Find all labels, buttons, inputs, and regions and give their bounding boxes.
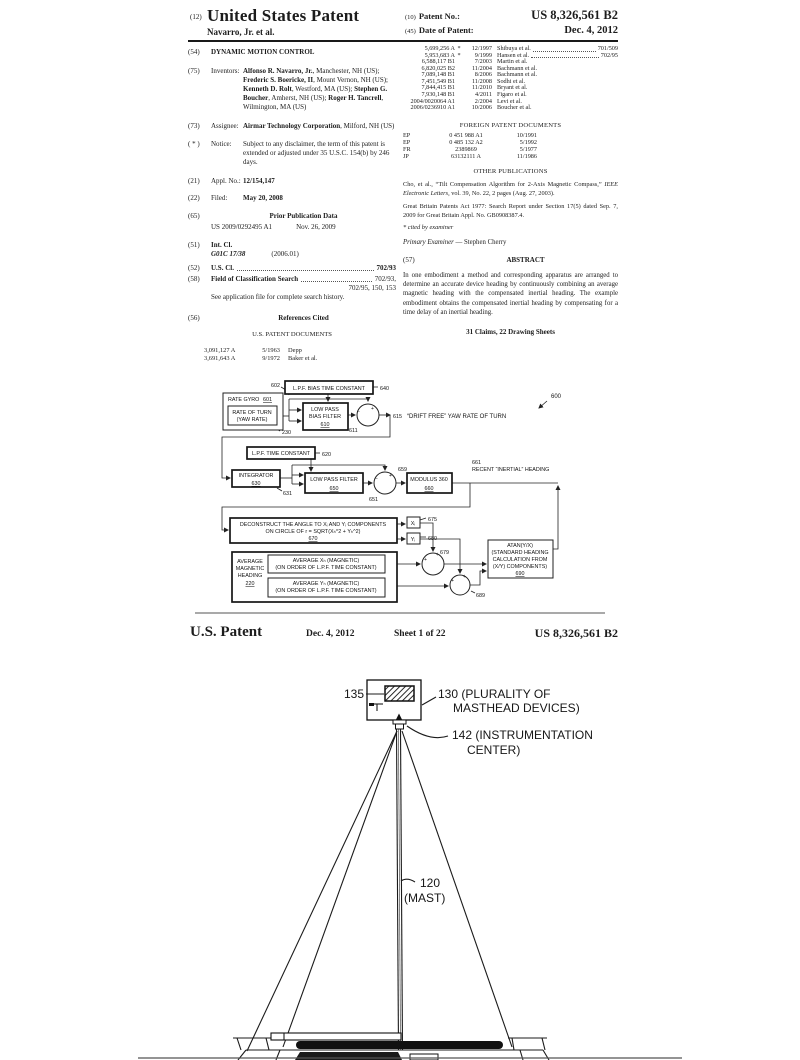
yaw-rate-label: (YAW RATE) (236, 417, 268, 423)
right-column (403, 46, 618, 336)
section-21-appl (188, 177, 396, 186)
ino-code-12: (12) (190, 13, 202, 21)
ref-name: Bachmann et al. (497, 64, 538, 72)
code-51: (51) (188, 241, 200, 250)
ref-630: 630 (251, 481, 261, 487)
ref-675: 675 (428, 517, 437, 523)
ref-650: 650 (329, 486, 339, 492)
rate-gyro-label: RATE GYRO (228, 397, 260, 403)
bias-filter-label: BIAS FILTER (309, 414, 341, 420)
int-cl-year: (2006.01) (271, 250, 299, 259)
label-135: 135 (343, 687, 364, 701)
spreader-bar (271, 1033, 401, 1040)
notice-label: Notice: (211, 139, 232, 148)
instrumentation-center-box (396, 724, 404, 729)
ref-no: 2006/0236910 A1 (410, 104, 455, 112)
masthead-assembly (367, 680, 421, 729)
average-yh-sub: (ON ORDER OF L.P.F. TIME CONSTANT) (275, 588, 377, 594)
code-58: (58) (188, 274, 200, 283)
mast-line (397, 729, 399, 1050)
label-142-line1: 142 (INSTRUMENTATION (452, 728, 593, 742)
ref-date: 2/2004 (474, 97, 492, 105)
ref-name: Baker et al. (288, 354, 318, 362)
ref-220: 220 (245, 581, 255, 587)
fdate: 5/1992 (519, 138, 537, 146)
left-column (188, 48, 396, 363)
invention-title: DYNAMIC MOTION CONTROL (211, 48, 315, 56)
section-57-abstract-header (403, 257, 618, 264)
ref-name: Hansen et al. (497, 51, 530, 59)
ref-star: * (457, 51, 461, 59)
stern-rail-post (542, 1038, 545, 1050)
foreign-row (403, 146, 618, 153)
section-notice (188, 140, 396, 167)
plus-sign: + (424, 557, 427, 563)
prior-pub-date: Nov. 26, 2009 (296, 223, 336, 232)
ref-name: Boucher et al. (497, 104, 532, 112)
atan-line4: (X/Y) COMPONENTS) (492, 564, 548, 570)
ref-name: Martin et al. (497, 58, 528, 66)
ino-code-10: (10) (405, 14, 416, 21)
magnetic-label: MAGNETIC (235, 566, 265, 572)
forestay-line (247, 731, 397, 1051)
fcc: JP (403, 152, 409, 160)
low-pass-label: LOW PASS (311, 407, 339, 413)
ref-name: Sodhi et al. (497, 77, 526, 85)
ref-date: 12/1997 (471, 45, 492, 52)
ref-670: 670 (308, 536, 318, 542)
stern-rail-post (512, 1038, 514, 1050)
recent-inertial-label: RECENT “INERTIAL” HEADING (472, 467, 550, 473)
inventors-list: Alfonso R. Navarro, Jr., Manchester, NH (US); Frederic S. Boericke, II, Mount Vernon, NH (US); Kenneth D. Rolt, Westford, MA (US); Stephen G. Boucher, Amherst, NH (US); Roger H. Tancrell, Wilmington, MA (US) (243, 67, 388, 112)
ref-star: * (457, 45, 461, 52)
shroud-line (283, 731, 397, 1047)
ref-no: 3,691,643 A (204, 354, 236, 362)
prior-pub-title: Prior Publication Data (269, 212, 338, 221)
low-pass-filter-label: LOW PASS FILTER (310, 477, 358, 483)
section-54-title (188, 48, 396, 57)
section-52-us-cl (188, 264, 396, 273)
section-56-references (188, 314, 396, 363)
code-56: (56) (188, 313, 200, 322)
sensor-hatched-box (385, 686, 414, 701)
mast-and-rigging (247, 729, 512, 1051)
fno: 0 485 132 A2 (449, 138, 483, 146)
fdate: 5/1977 (519, 145, 537, 153)
label-130-line2: MASTHEAD DEVICES) (453, 701, 580, 715)
assignee-label: Assignee: (211, 121, 239, 130)
ref-name: Bachmann et al. (497, 71, 538, 79)
bow-rail-post (266, 1038, 269, 1050)
patent-no-label: Patent No.: (418, 11, 460, 21)
code-54: (54) (188, 48, 200, 56)
ref-no: 7,451,549 B1 (421, 77, 455, 85)
publication-2: Great Britain Patents Act 1977: Search Report under Section 17(5) dated Sep. 7, 2009 for Great Britain Appl. No. GB0908387.4. (403, 203, 618, 220)
ref-no: 5,953,683 A (424, 51, 455, 59)
code-52: (52) (188, 263, 200, 272)
ref-class: 702/95 (600, 51, 618, 59)
code-22: (22) (188, 194, 200, 203)
companionway-shape (295, 1052, 402, 1060)
ref-611: 611 (349, 428, 358, 434)
plus-sign: + (389, 473, 392, 479)
sheet-header (188, 624, 618, 646)
atan-line2: (STANDARD HEADING (491, 550, 549, 556)
abstract-title: ABSTRACT (506, 255, 545, 264)
us-ref-row-left (188, 355, 396, 363)
modulus-label: MODULUS 360 (410, 477, 448, 483)
label-142-line2: CENTER) (467, 743, 521, 757)
patent-number: US 8,326,561 B2 (531, 8, 618, 22)
section-73-assignee (188, 122, 396, 131)
patent-number-block (405, 8, 618, 38)
fno: 2389869 (455, 145, 477, 153)
lpf-bias-label: L.P.F. BIAS TIME CONSTANT (293, 386, 365, 392)
ref-no: 7,089,148 B1 (421, 71, 455, 79)
plus-sign: + (463, 574, 466, 580)
field-search-v2: 702/95, 150, 153 (348, 283, 396, 292)
code-21: (21) (188, 176, 200, 185)
abstract-text: In one embodiment a method and corresponding apparatus are arranged to determine an accurate device heading by continuously combining an average magnetic heading with the compensated inertial heading. The example embodiment obtains the compensated inertial heading by compensating for a time delay of an inertial heading. (403, 271, 618, 316)
plus-sign: + (371, 406, 374, 412)
references-cited-title: References Cited (278, 313, 329, 322)
ref-date: 11/2008 (471, 77, 492, 85)
ref-no: 7,844,415 B1 (421, 84, 455, 92)
minus-sign: − (357, 409, 360, 415)
page-separator (195, 612, 605, 614)
code-65: (65) (188, 212, 200, 221)
foreign-row (403, 132, 618, 139)
section-65-prior-pub (188, 212, 396, 232)
us-patent-docs-subtitle: U.S. PATENT DOCUMENTS (252, 330, 332, 338)
notice-text: Subject to any disclaimer, the term of this patent is extended or adjusted under 35 U.S.C. 154(b) by 246 days. (243, 139, 390, 166)
ref-date: 9/1972 (262, 354, 280, 362)
ref-659: 659 (398, 467, 407, 473)
ref-name: Bryant et al. (497, 84, 528, 92)
header-rule (188, 40, 618, 42)
ref-690: 690 (515, 571, 525, 577)
heading-block-diagram (185, 374, 580, 612)
appl-no-value: 12/154,147 (243, 176, 275, 185)
ref-620: 620 (322, 452, 331, 458)
ref-date: 8/2006 (474, 71, 492, 79)
sheet-date: Dec. 4, 2012 (306, 629, 355, 639)
atan-line3: CALCULATION FROM (492, 557, 548, 563)
label-120-line1: 120 (420, 876, 441, 890)
boom-bar (296, 1041, 503, 1049)
ref-name: Figaro et al. (497, 90, 527, 98)
ref-no: 2004/0020064 A1 (410, 97, 455, 105)
foreign-docs-title: FOREIGN PATENT DOCUMENTS (459, 121, 562, 129)
ref-star (455, 105, 463, 112)
section-51-int-cl (188, 241, 396, 259)
sheet-patent-no: US 8,326,561 B2 (534, 626, 618, 640)
section-22-filed (188, 194, 396, 203)
ref-date: 11/2010 (471, 84, 492, 92)
callout-130-leader (422, 697, 436, 705)
callout-142-leader (407, 726, 448, 738)
label-120-line2: (MAST) (404, 891, 446, 905)
yi-label: Yᵢ (410, 537, 416, 543)
ref-680: 680 (428, 536, 437, 542)
plus-sign: + (451, 578, 454, 584)
average-xh-label: AVERAGE Xₕ (MAGNETIC) (292, 558, 360, 564)
section-58-field-search (188, 275, 396, 302)
mast-line (399, 729, 401, 1050)
ref-601: 601 (263, 397, 272, 403)
ref-640: 640 (380, 386, 389, 392)
us-cl-label: U.S. Cl. (211, 263, 234, 272)
ref-651: 651 (369, 497, 378, 503)
ref-610: 610 (320, 422, 330, 428)
ref-661: 661 (472, 460, 481, 466)
code-star: ( * ) (188, 139, 200, 148)
us-references-list (403, 46, 618, 112)
rate-of-turn-label: RATE OF TURN (232, 410, 272, 416)
deconstruct-line1: DECONSTRUCT THE ANGLE TO Xᵢ AND Yᵢ COMPONENTS (239, 522, 387, 528)
field-search-v1: 702/93, (374, 274, 396, 283)
ref-615: 615 (393, 414, 402, 420)
code-57: (57) (403, 255, 415, 264)
appl-no-label: Appl. No.: (211, 176, 241, 185)
filed-value: May 20, 2008 (243, 194, 283, 203)
mast-line (401, 729, 403, 1050)
ref-name: Shibuya et al. (497, 45, 531, 52)
ref-631: 631 (283, 491, 292, 497)
sheet-number: Sheet 1 of 22 (394, 629, 446, 639)
publication-1: Cho, et al., “Tilt Compensation Algorithm for 2-Axis Magnetic Compass,” IEEE Electronic Letters, vol. 39, No. 22, 2 pages (Aug. 27, 2003). (403, 181, 618, 198)
instrumentation-center-box (393, 720, 406, 724)
fcc: FR (403, 145, 411, 153)
section-75-inventors (188, 67, 396, 112)
fno: 63132111 A (451, 152, 481, 160)
ino-code-45: (45) (405, 28, 416, 35)
ref-no: 6,820,025 B2 (421, 64, 455, 72)
ref-230: 230 (282, 430, 291, 436)
deck-and-hull (138, 1033, 682, 1060)
ref-679: 679 (440, 550, 449, 556)
ref-600: 600 (551, 394, 562, 400)
date-of-patent: Dec. 4, 2012 (564, 25, 618, 36)
field-search-note: See application file for complete search history. (211, 292, 345, 301)
atan-line1: ATAN(Y/X) (507, 543, 533, 549)
assignee-value: Airmar Technology Corporation, Milford, NH (US) (243, 121, 395, 130)
integrator-label: INTEGRATOR (238, 473, 274, 479)
foreign-row (403, 153, 618, 160)
ref-no: 6,588,117 B1 (421, 58, 455, 66)
ref-date: 9/1999 (474, 51, 492, 59)
label-130-line1: 130 (PLURALITY OF (438, 687, 551, 701)
us-ref-row (403, 105, 618, 112)
fdate: 11/1986 (516, 152, 537, 160)
sheet-us-patent: U.S. Patent (190, 624, 263, 640)
author-byline: Navarro, Jr. et al. (207, 27, 275, 37)
minus-sign: − (375, 476, 378, 482)
foreign-row (403, 139, 618, 146)
ref-name: Levi et al. (497, 97, 522, 105)
fdate: 10/1991 (516, 131, 537, 139)
primary-examiner: Primary Examiner — Stephen Cherry (403, 239, 507, 247)
ref-date: 10/2006 (471, 104, 492, 112)
wind-vane-icon (369, 703, 374, 706)
ref-689: 689 (476, 593, 485, 599)
ref-602: 602 (271, 383, 280, 389)
ref-no: 3,091,127 A (204, 346, 236, 354)
ref-class: 701/509 (597, 45, 618, 52)
lpf-time-constant-label: L.P.F. TIME CONSTANT (251, 451, 311, 457)
foreign-docs-list (403, 132, 618, 161)
code-75: (75) (188, 67, 200, 76)
int-cl-label: Int. Cl. (211, 241, 233, 250)
ref-date: 7/2003 (474, 58, 492, 66)
prior-pub-number: US 2009/0292495 A1 (211, 223, 273, 232)
deconstruct-line2: ON CIRCLE OF r = SQRT(Xₕ^2 + Yₕ^2) (265, 529, 361, 535)
cited-by-examiner: * cited by examiner (403, 223, 454, 231)
date-of-patent-label: Date of Patent: (418, 25, 474, 35)
plus-sign: + (436, 552, 439, 558)
ref-date: 5/1963 (262, 346, 280, 354)
us-cl-value: 702/93 (376, 263, 396, 272)
average-xh-sub: (ON ORDER OF L.P.F. TIME CONSTANT) (275, 565, 377, 571)
claims-line: 31 Claims, 22 Drawing Sheets (466, 327, 555, 336)
heading-label: HEADING (237, 573, 263, 579)
ref-name: Depp (288, 346, 302, 354)
average-label: AVERAGE (237, 559, 263, 565)
fcc: EP (403, 138, 411, 146)
ref-date: 11/2004 (471, 64, 492, 72)
drift-free-label: “DRIFT FREE” YAW RATE OF TURN (407, 414, 507, 420)
ref-no: 5,699,256 A (424, 45, 455, 52)
us-ref-row-left (188, 347, 396, 355)
bow-rail-post (237, 1038, 241, 1050)
xi-label: Xᵢ (410, 521, 416, 527)
filed-label: Filed: (211, 194, 228, 203)
average-yh-label: AVERAGE Yₕ (MAGNETIC) (292, 581, 360, 587)
int-cl-class: G01C 17/38 (211, 250, 246, 259)
field-search-label: Field of Classification Search (211, 274, 299, 283)
backstay-line (402, 731, 512, 1047)
ref-660: 660 (424, 486, 434, 492)
sailboat-figure (0, 650, 800, 1060)
code-73: (73) (188, 121, 200, 130)
cockpit-box (410, 1054, 438, 1060)
fno: 0 451 988 A1 (449, 131, 483, 139)
document-title: United States Patent (207, 6, 360, 25)
fcc: EP (403, 131, 411, 139)
inventors-label: Inventors: (211, 67, 240, 76)
summer-611 (357, 404, 379, 426)
ref-date: 4/2011 (475, 90, 492, 98)
other-publications-title: OTHER PUBLICATIONS (473, 168, 548, 176)
ref-no: 7,930,148 B1 (421, 90, 455, 98)
callout-120-leader (401, 879, 415, 882)
